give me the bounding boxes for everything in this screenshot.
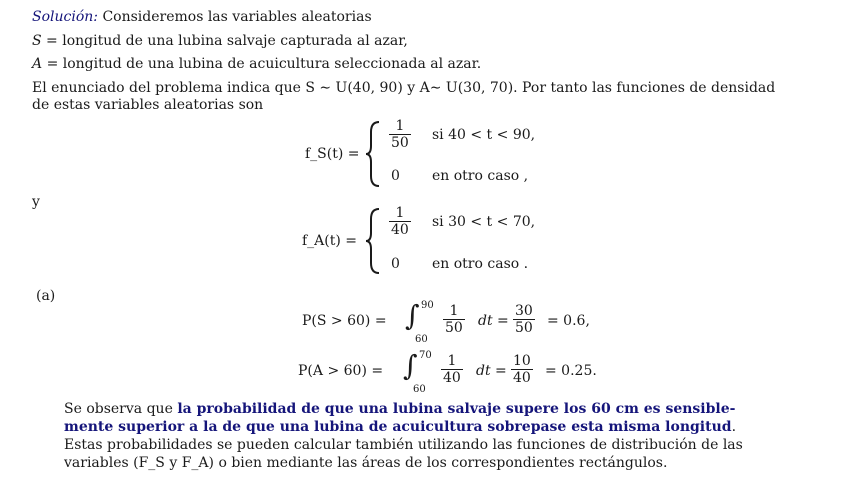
ps-dt: dt =	[478, 313, 509, 329]
fa-lhs: f_A(t) =	[302, 233, 358, 249]
conclusion-bold-2: mente superior a la de que una lubina de acuicultura sobrepase esta misma longitud	[64, 419, 732, 435]
pa-rnum: 10	[513, 353, 531, 369]
ps-lhs: P(S > 60) =	[302, 313, 387, 329]
fa-cond2: en otro caso .	[432, 256, 529, 272]
fs-den: 50	[391, 135, 409, 151]
intro-text: Consideremos las variables aleatorias	[98, 9, 372, 25]
intro-line	[32, 9, 372, 26]
solution-label: Solución:	[32, 9, 98, 25]
def-s-text: = longitud de una lubina salvaje capturada al azar,	[41, 33, 408, 49]
pa-upper: 70	[419, 350, 432, 361]
pa-lower: 60	[413, 384, 426, 395]
fs-brace	[365, 120, 381, 188]
fa-val2: 0	[391, 256, 400, 272]
fs-cond2: en otro caso ,	[432, 168, 529, 184]
conclusion-bold-1: la probabilidad de que una lubina salvaje supere los 60 cm es sensible-	[177, 401, 736, 417]
fa-cond1: si 30 < t < 70,	[432, 214, 536, 230]
ps-num: 1	[443, 303, 465, 320]
pa-den: 40	[443, 370, 461, 386]
pa-rden: 40	[513, 370, 531, 386]
fa-num: 1	[389, 205, 411, 222]
integral-sign: ∫	[403, 349, 418, 382]
pa-result: = 0.25.	[545, 363, 597, 379]
fs-lhs: f_S(t) =	[305, 146, 360, 162]
conclusion-lead: Se observa que	[64, 401, 178, 417]
pa-frac	[438, 353, 466, 386]
ps-upper: 90	[421, 300, 434, 311]
part-a-label: (a)	[36, 288, 56, 304]
statement-line-1: El enunciado del problema indica que S ∼ U(40, 90) y A∼ U(30, 70). Por tanto las funciones de densidad	[32, 80, 776, 96]
conjunction: y	[32, 194, 40, 210]
fa-brace	[365, 207, 381, 275]
def-s-var: S	[32, 33, 42, 49]
def-a-line	[32, 56, 481, 73]
ps-frac	[440, 303, 468, 336]
conclusion-line-4: variables (F_S y F_A) o bien mediante las áreas de los correspondientes rectángulos.	[64, 455, 668, 471]
integral-sign: ∫	[405, 299, 420, 332]
conclusion-period: .	[731, 419, 737, 435]
ps-den: 50	[445, 320, 463, 336]
fa-den: 40	[391, 222, 409, 238]
fa-fraction	[386, 205, 414, 238]
conclusion-line-2	[64, 419, 736, 436]
ps-rden: 50	[515, 320, 533, 336]
ps-lower: 60	[415, 334, 428, 345]
pa-dt: dt =	[476, 363, 507, 379]
conclusion-line-3: Estas probabilidades se pueden calcular también utilizando las funciones de distribución de las	[64, 437, 743, 453]
def-a-var: A	[32, 56, 43, 72]
fs-fraction	[386, 118, 414, 151]
fs-cond1: si 40 < t < 90,	[432, 127, 536, 143]
def-s-line	[32, 33, 408, 50]
conclusion-line-1	[64, 401, 735, 418]
pa-lhs: P(A > 60) =	[298, 363, 384, 379]
pa-result-frac	[508, 353, 536, 386]
ps-integral	[405, 299, 434, 346]
ps-rnum: 30	[515, 303, 533, 319]
def-a-text: = longitud de una lubina de acuicultura seleccionada al azar.	[42, 56, 482, 72]
fs-val2: 0	[391, 168, 400, 184]
pa-num: 1	[441, 353, 463, 370]
statement-line-2: de estas variables aleatorias son	[32, 97, 264, 113]
pa-integral	[403, 349, 432, 396]
ps-result-frac	[510, 303, 538, 336]
fs-num: 1	[389, 118, 411, 135]
ps-result: = 0.6,	[547, 313, 590, 329]
